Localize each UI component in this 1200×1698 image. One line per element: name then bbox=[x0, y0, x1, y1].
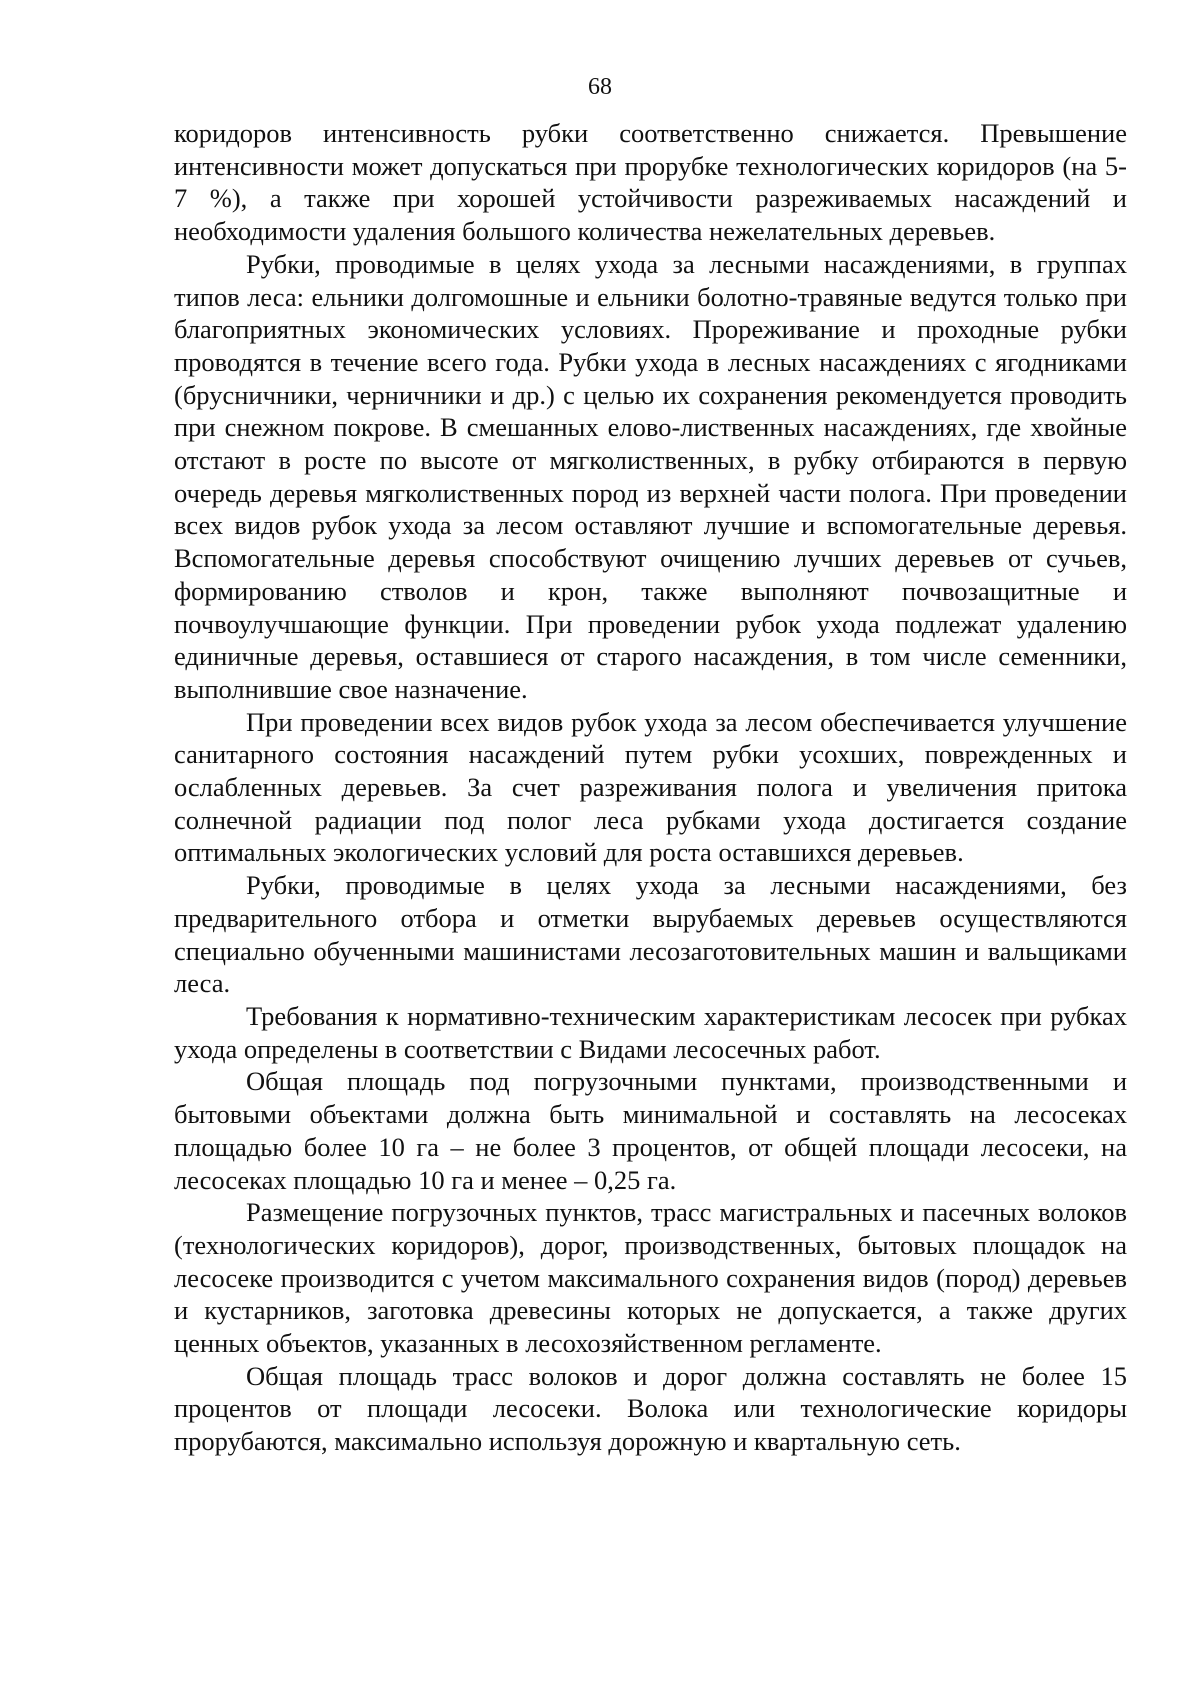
paragraph-2: Рубки, проводимые в целях ухода за лесными насаждениями, в группах типов леса: ельники долгомошные и ельники болотно-травяные ведутся только при благоприятных экономических условиях. Прореживание и проходные рубки проводятся в течение всего года. Рубки ухода в лесных насаждениях с ягодниками (брусничники, черничники и др.) с целью их сохранения рекомендуется проводить при снежном покрове. В смешанных елово-лиственных насаждениях, где хвойные отстают в росте по высоте от мягколиственных, в рубку отбираются в первую очередь деревья мягколиственных пород из верхней части полога. При проведении всех видов рубок ухода за лесом оставляют лучшие и вспомогательные деревья. Вспомогательные деревья способствуют очищению лучших деревьев от сучьев, формированию стволов и крон, также выполняют почвозащитные и почвоулучшающие функции. При проведении рубок ухода подлежат удалению единичные деревья, оставшиеся от старого насаждения, в том числе семенники, выполнившие свое назначение. bbox=[174, 248, 1127, 704]
text-body bbox=[174, 117, 1127, 1458]
paragraph-5: Требования к нормативно-техническим характеристикам лесосек при рубках ухода определены в соответствии с Видами лесосечных работ. bbox=[174, 1000, 1127, 1064]
paragraph-3: При проведении всех видов рубок ухода за лесом обеспечивается улучшение санитарного состояния насаждений путем рубки усохших, поврежденных и ослабленных деревьев. За счет разреживания полога и увеличения притока солнечной радиации под полог леса рубками ухода достигается создание оптимальных экологических условий для роста оставшихся деревьев. bbox=[174, 706, 1127, 868]
paragraph-4: Рубки, проводимые в целях ухода за лесными насаждениями, без предварительного отбора и отметки вырубаемых деревьев осуществляются специально обученными машинистами лесозаготовительных машин и вальщиками леса. bbox=[174, 870, 1127, 999]
paragraph-1: коридоров интенсивность рубки соответственно снижается. Превышение интенсивности может допускаться при прорубке технологических коридоров (на 5-7 %), а также при хорошей устойчивости разреживаемых насаждений и необходимости удаления большого количества нежелательных деревьев. bbox=[174, 118, 1127, 247]
paragraph-8: Общая площадь трасс волоков и дорог должна составлять не более 15 процентов от площади лесосеки. Волока или технологические коридоры прорубаются, максимально используя дорожную и квартальную сеть. bbox=[174, 1360, 1127, 1457]
page-number: 68 bbox=[588, 74, 612, 100]
paragraph-7: Размещение погрузочных пунктов, трасс магистральных и пасечных волоков (технологических коридоров), дорог, производственных, бытовых площадок на лесосеке производится с учетом максимального сохранения видов (пород) деревьев и кустарников, заготовка древесины которых не допускается, а также других ценных объектов, указанных в лесохозяйственном регламенте. bbox=[174, 1197, 1127, 1359]
paragraph-6: Общая площадь под погрузочными пунктами, производственными и бытовыми объектами должна быть минимальной и составлять на лесосеках площадью более 10 га – не более 3 процентов, от общей площади лесосеки, на лесосеках площадью 10 га и менее – 0,25 га. bbox=[174, 1066, 1127, 1195]
